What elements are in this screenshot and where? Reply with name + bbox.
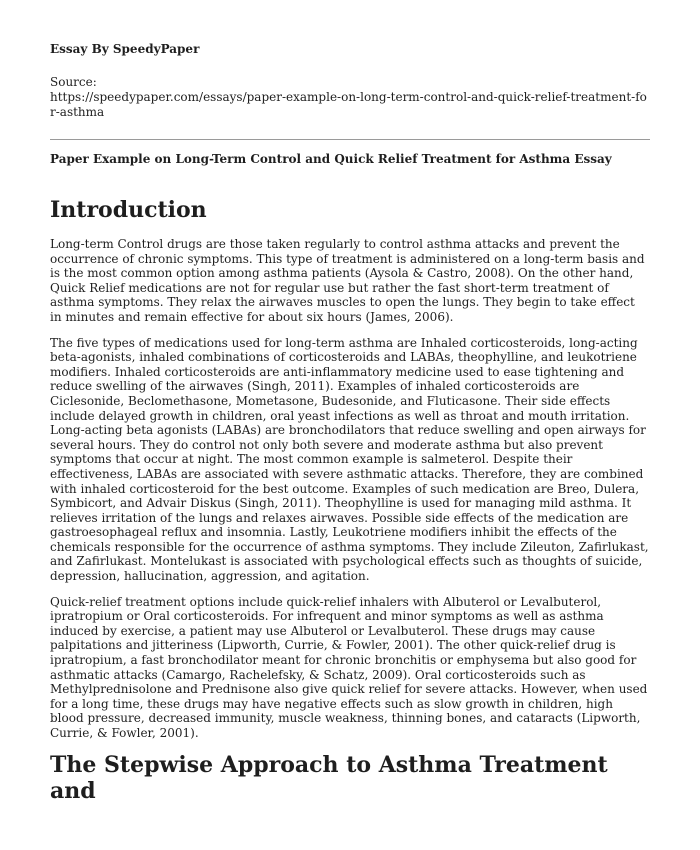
source-label: Source: [50, 75, 97, 89]
section-heading-stepwise-approach: The Stepwise Approach to Asthma Treatment and [50, 751, 608, 804]
section-heading-introduction: Introduction [50, 197, 207, 223]
document-title: Paper Example on Long-Term Control and Quick Relief Treatment for Asthma Essay [50, 152, 612, 166]
paragraph: Long-term Control drugs are those taken regularly to control asthma attacks and prevent the occurrence of chronic symptoms. This type of treatment is administered on a long-term basis and is the most common option among asthma patients (Aysola & Castro, 2008). On the other hand, Quick Relief medications are not for regular use but rather the fast short-term treatment of asthma symptoms. They relax the airwaves muscles to open the lungs. They begin to take effect in minutes and remain effective for about six hours (James, 2006). [50, 237, 645, 324]
header-divider [50, 139, 650, 140]
paragraph: The five types of medications used for long-term asthma are Inhaled corticosteroids, long-acting beta-agonists, inhaled combinations of corticosteroids and LABAs, theophylline, and leukotriene modifiers. Inhaled corticosteroids are anti-inflammatory medicine used to ease tightening and reduce swelling of the airwaves (Singh, 2011). Examples of inhaled corticosteroids are Ciclesonide, Beclomethasone, Mometasone, Budesonide, and Fluticasone. Their side effects include delayed growth in children, oral yeast infections as well as throat and mouth irritation. Long-acting beta agonists (LABAs) are bronchodilators that reduce swelling and open airways for several hours. They do control not only both severe and moderate asthma but also prevent symptoms that occur at night. The most common example is salmeterol. Despite their effectiveness, LABAs are associated with severe asthmatic attacks. Therefore, they are combined with inhaled corticosteroid for the best outcome. Examples of such medication are Breo, Dulera, Symbicort, and Advair Diskus (Singh, 2011). Theophylline is used for managing mild asthma. It relieves irritation of the lungs and relaxes airwaves. Possible side effects of the medication are gastroesophageal reflux and insomnia. Lastly, Leukotriene modifiers inhibit the effects of the chemicals responsible for the occurrence of asthma symptoms. They include Zileuton, Zafirlukast, and Zafirlukast. Montelukast is associated with psychological effects such as thoughts of suicide, depression, hallucination, aggression, and agitation. [50, 335, 649, 584]
paragraph: Quick-relief treatment options include quick-relief inhalers with Albuterol or Levalbuterol, ipratropium or Oral corticosteroids. For infrequent and minor symptoms as well as asthma induced by exercise, a patient may use Albuterol or Levalbuterol. These drugs may cause palpitations and jitteriness (Lipworth, Currie, & Fowler, 2001). The other quick-relief drug is ipratropium, a fast bronchodilator meant for chronic bronchitis or emphysema but also good for asthmatic attacks (Camargo, Rachelefsky, & Schatz, 2009). Oral corticosteroids such as Methylprednisolone and Prednisone also give quick relief for severe attacks. However, when used for a long time, these drugs may have negative effects such as slow growth in children, high blood pressure, decreased immunity, muscle weakness, thinning bones, and cataracts (Lipworth, Currie, & Fowler, 2001). [50, 594, 648, 740]
source-block [50, 75, 650, 120]
source-link[interactable]: https://speedypaper.com/essays/paper-example-on-long-term-control-and-quick-relief-treatment-for-asthma [50, 90, 647, 119]
brand-label: Essay By SpeedyPaper [50, 42, 200, 56]
